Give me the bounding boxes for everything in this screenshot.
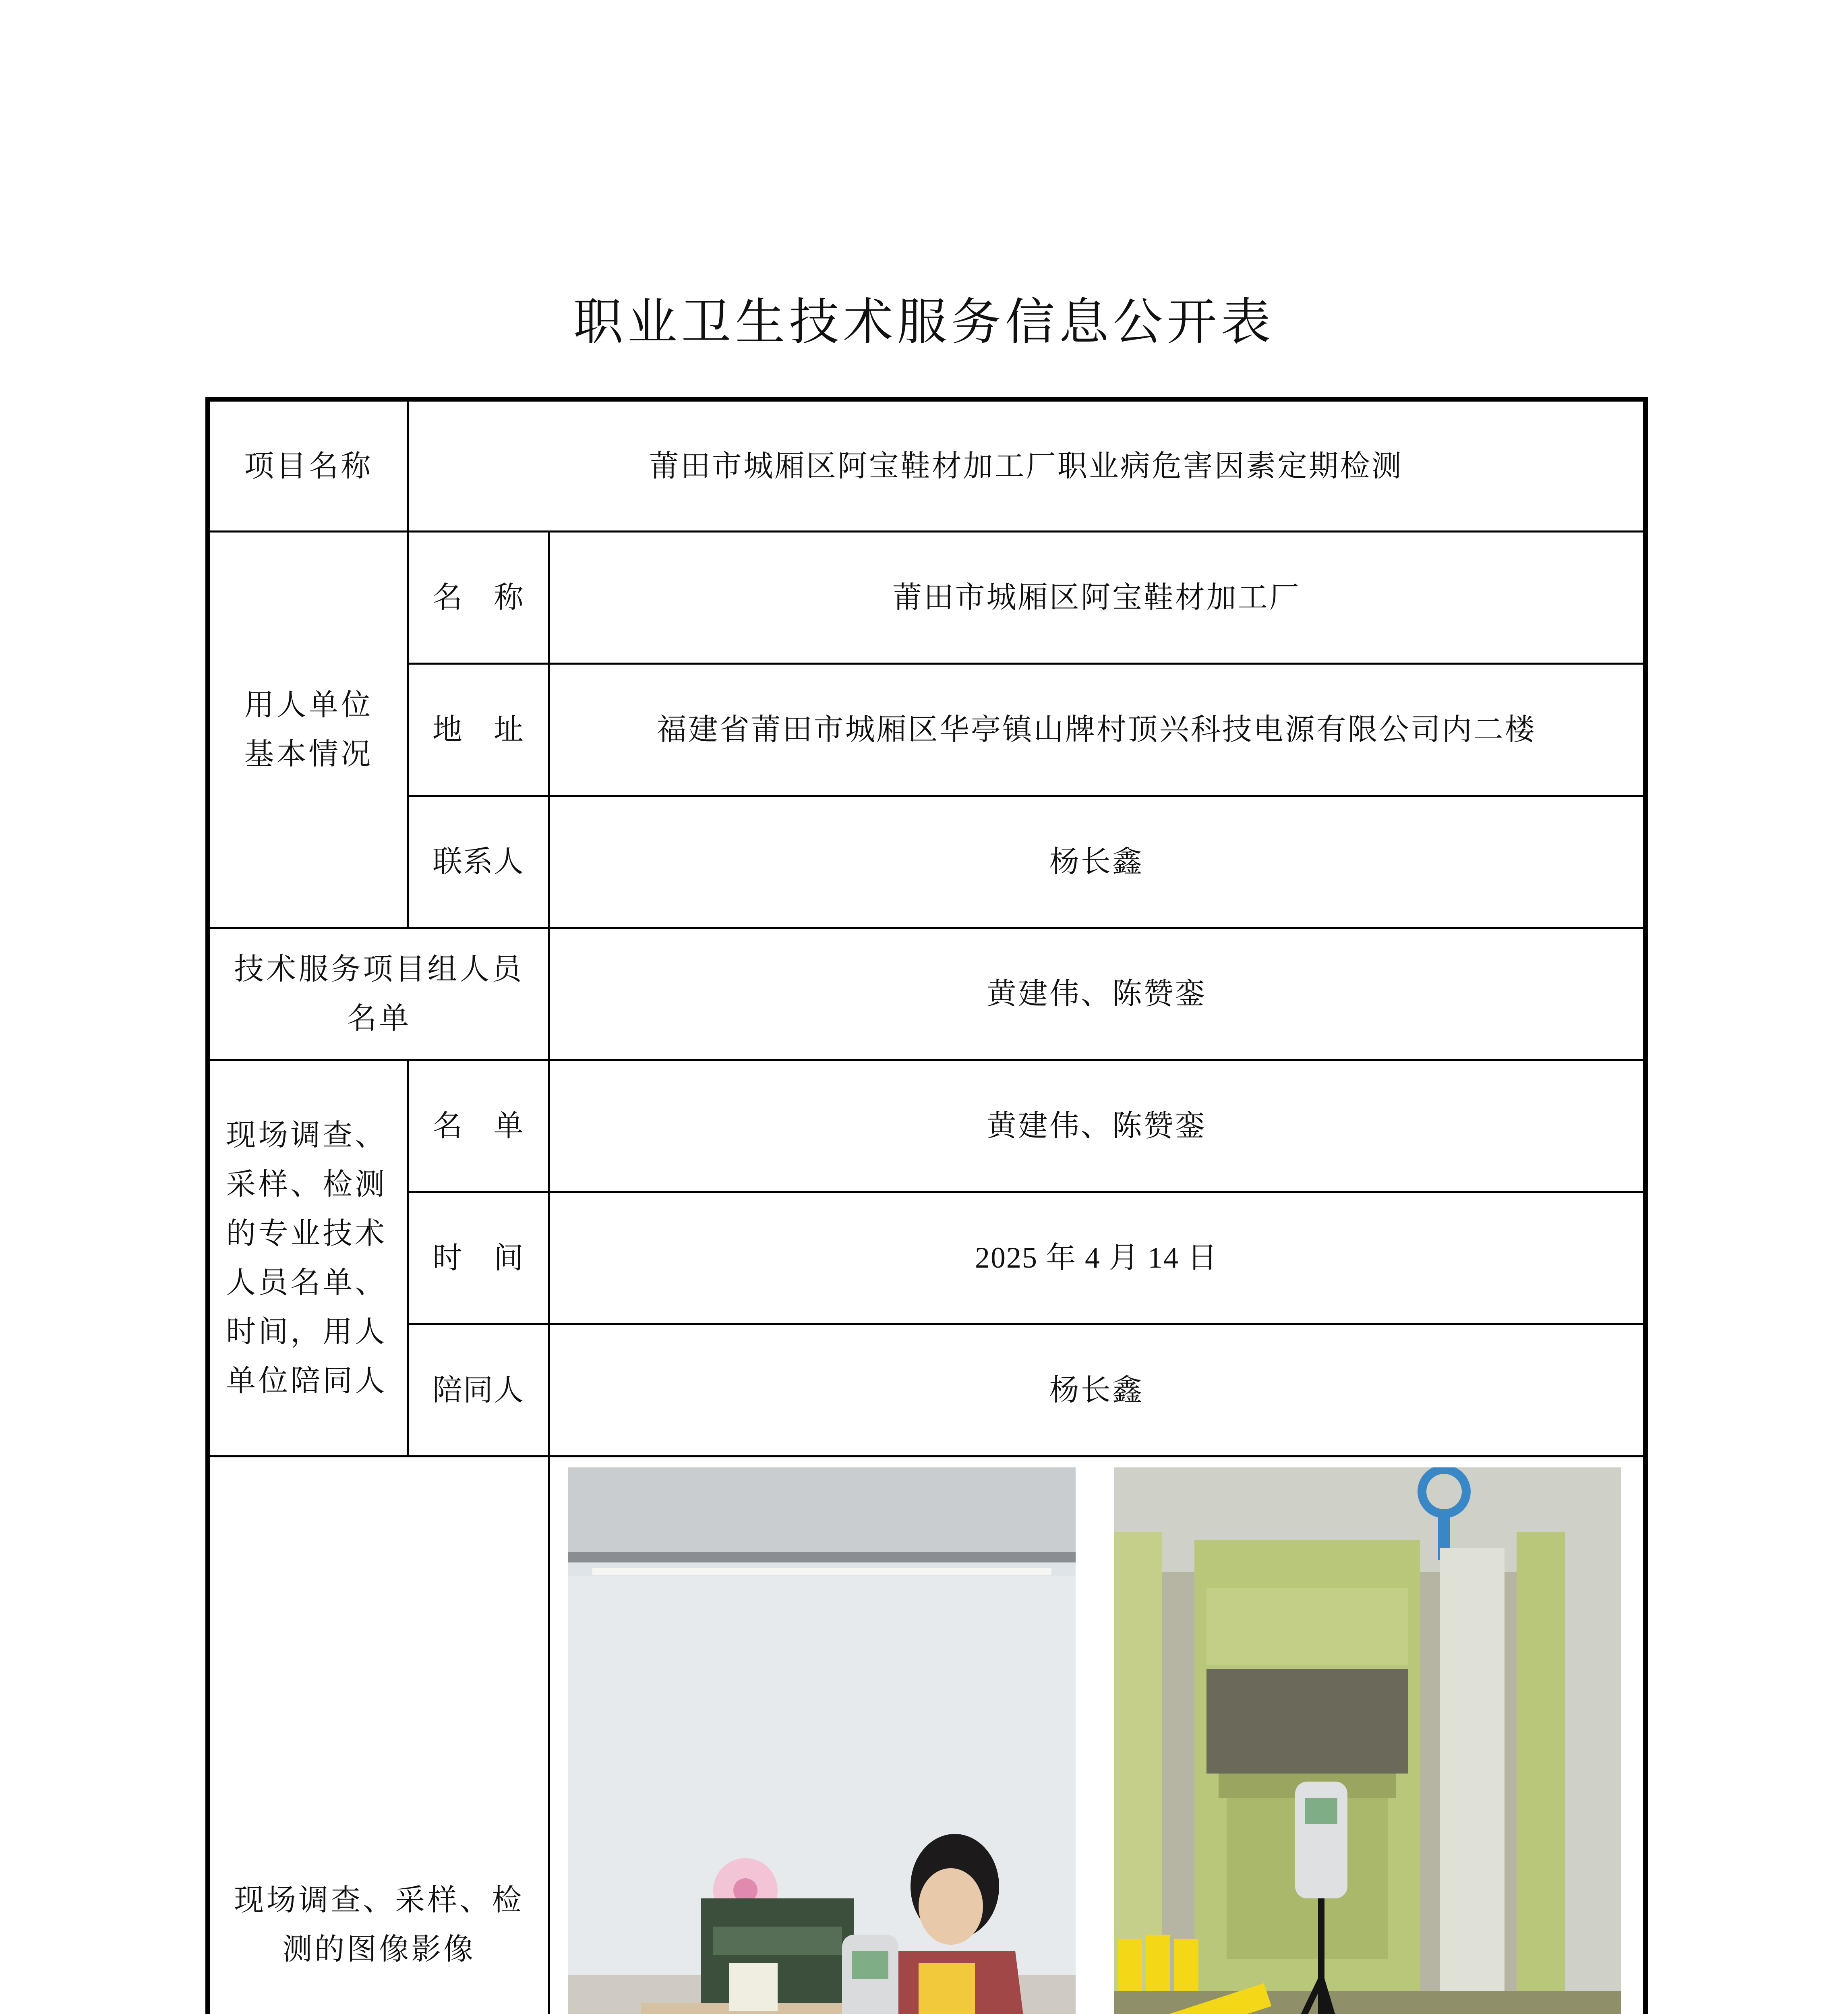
- employer-name-value: 莆田市城厢区阿宝鞋材加工厂: [549, 531, 1645, 663]
- onsite-label-text: 现场调查、采样、检测的专业技术人员名单、时间，用人单位陪同人: [226, 1118, 387, 1398]
- row-onsite-time: [208, 1192, 1645, 1324]
- row-team: [208, 928, 1645, 1060]
- onsite-photo-1: [568, 1467, 1076, 2014]
- team-label-text: 技术服务项目组人员名单: [234, 952, 524, 1036]
- images-label: [208, 1456, 549, 2014]
- employer-contact-label: 联系人: [408, 796, 549, 928]
- onsite-escort-label: 陪同人: [408, 1324, 549, 1456]
- document-title: 职业卫生技术服务信息公开表: [573, 293, 1275, 351]
- project-value: 莆田市城厢区阿宝鞋材加工厂职业病危害因素定期检测: [408, 399, 1645, 531]
- row-images: [208, 1456, 1645, 2014]
- row-employer-contact: [208, 796, 1645, 928]
- info-table: [205, 397, 1648, 2014]
- onsite-label: [208, 1060, 408, 1456]
- onsite-photo-2: [1114, 1467, 1621, 2014]
- employer-label: [208, 531, 408, 928]
- images-label-text: 现场调查、采样、检测的图像影像: [234, 1883, 524, 1967]
- onsite-list-label: 名 单: [408, 1060, 549, 1192]
- employer-name-label: 名 称: [408, 531, 549, 663]
- employer-label-text: 用人单位基本情况: [244, 688, 373, 771]
- onsite-list-value: 黄建伟、陈赞銮: [549, 1060, 1645, 1192]
- team-label: [208, 928, 549, 1060]
- employer-address-value: 福建省莆田市城厢区华亭镇山牌村顶兴科技电源有限公司内二楼: [549, 663, 1645, 796]
- row-employer-name: [208, 531, 1645, 663]
- row-project: [208, 399, 1645, 531]
- images-cell: [549, 1456, 1645, 2014]
- onsite-time-value: 2025 年 4 月 14 日: [549, 1192, 1645, 1324]
- employer-address-label: 地 址: [408, 663, 549, 796]
- team-value: 黄建伟、陈赞銮: [549, 928, 1645, 1060]
- row-employer-address: [208, 663, 1645, 796]
- onsite-escort-value: 杨长鑫: [549, 1324, 1645, 1456]
- onsite-time-label: 时 间: [408, 1192, 549, 1324]
- row-onsite-list: [208, 1060, 1645, 1192]
- project-label: 项目名称: [208, 399, 408, 531]
- employer-contact-value: 杨长鑫: [549, 796, 1645, 928]
- row-onsite-escort: [208, 1324, 1645, 1456]
